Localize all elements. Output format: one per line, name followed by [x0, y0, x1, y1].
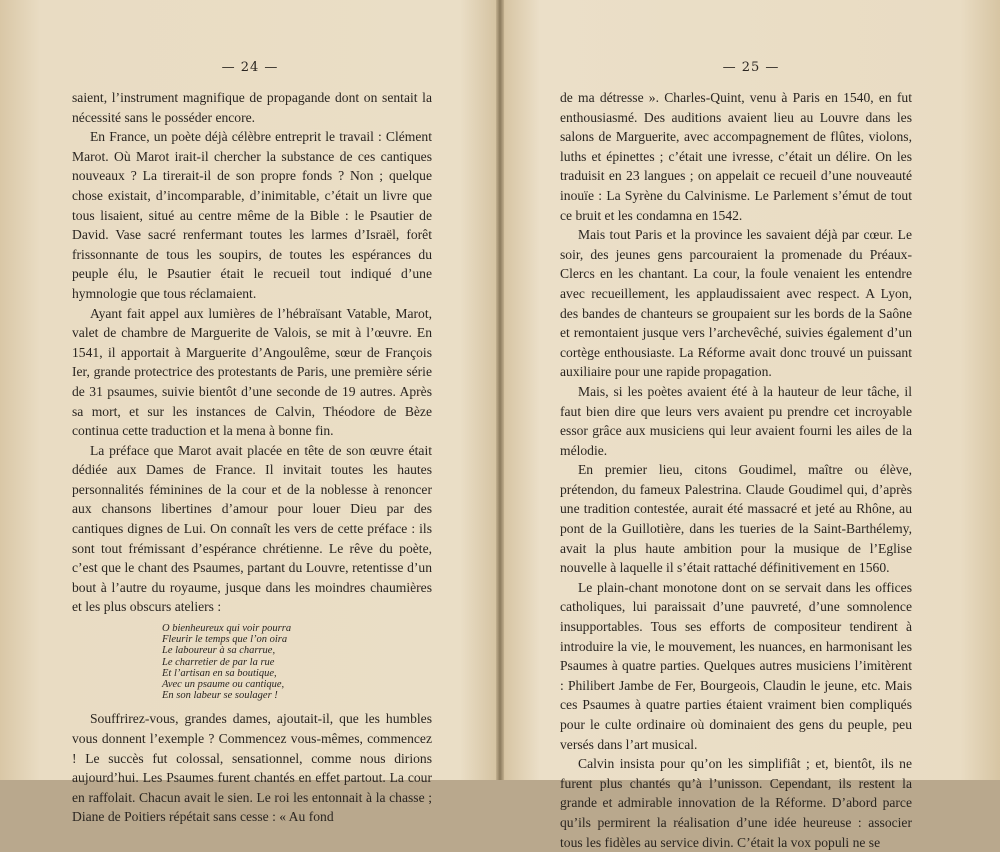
paragraph: En premier lieu, citons Goudimel, maître ou élève, prétendon, du fameux Palestrina. Claude Goudimel qui, d’après une tradition contestée, aurait été massacré et jeté au Rhône, au pont de la Guillotière, dans les tueries de la Saint-Barthélemy, avait la plus haute ambition pour la musique de l’Eglise nouvelle à laquelle il s’était rattaché définitivement en 1560.: [560, 462, 912, 576]
right-page-text: [560, 88, 912, 852]
verse-line: Fleurir le temps que l’on oira: [162, 634, 288, 646]
paragraph: saient, l’instrument magnifique de propagande dont on sentait la nécessité sans le posséder encore.: [72, 90, 432, 125]
page-number: — 25 —: [722, 60, 780, 75]
paragraph: Mais tout Paris et la province les savaient déjà par cœur. Le soir, des jeunes gens parcouraient la promenade du Préaux-Clercs en les chantant. La cour, la foule venaient les entendre avec recueillement, les applaudissaient avec respect. A Lyon, des bandes de chanteurs se groupaient sur les bords de la Saône et remontaient jusque vers l’archevêché, suivies également d’un cortège enthousiaste. La Réforme avait donc trouvé un puissant auxiliaire pour une rapide propagation.: [560, 227, 912, 380]
verse-quote: [162, 623, 432, 701]
verse-line: Avec un psaume ou cantique,: [162, 679, 285, 691]
right-page: [502, 0, 1000, 850]
paragraph: Mais, si les poètes avaient été à la hauteur de leur tâche, il faut bien dire que leurs vers avaient pu prendre cet incroyable essor grâce aux musiciens qui leur avaient fourni les ailes de la mélodie.: [560, 383, 912, 458]
paragraph: Calvin insista pour qu’on les simplifiât ; et, bientôt, ils ne furent plus chantés qu’à l’unisson. Cependant, ils restent la grande et admirable innovation de la Réforme. D’abord parce qu’ils permirent la réalisation d’une idée heureuse : associer tous les fidèles au service divin. C’était la vox populi ne se: [560, 756, 912, 850]
paragraph: Souffrirez-vous, grandes dames, ajoutait-il, que les humbles vous donnent l’exemple ? Commencez vous-mêmes, commencez ! Le succès fut colossal, sensationnel, comme nous dirions aujourd’hui. Les Psaumes furent chantés en effet partout. La cour en raffolait. Chacun avait le sien. Le roi les entonnait à la chasse ; Diane de Poitiers répétait sans cesse : « Au fond: [72, 711, 432, 825]
left-page-text: [72, 88, 432, 827]
verse-line: Le charretier de par la rue: [162, 656, 275, 668]
paragraph: En France, un poète déjà célèbre entreprit le travail : Clément Marot. Où Marot irait-il chercher la substance de ces cantiques nouveaux ? La tirerait-il de son propre fonds ? Non ; quelque chose existait, d’incomparable, d’inimitable, c’était un livre que tous lisaient, situé au centre même de la Bible : le Psautier de David. Vase sacré renfermant toutes les larmes d’Israël, forêt frissonnante de tous les soupirs, de toutes les espérances du peuple élu, le Psautier était le recueil tout indiqué d’une hymnologie que tous réclamaient.: [72, 129, 432, 301]
verse-line: Le laboureur à sa charrue,: [162, 645, 276, 657]
verse-line: Et l’artisan en sa boutique,: [162, 667, 277, 679]
verse-line: O bienheureux qui voir pourra: [162, 623, 292, 635]
paragraph: Le plain-chant monotone dont on se servait dans les offices catholiques, lui paraissait d’une pauvreté, d’une somnolence insupportables. Tous ses efforts de compositeur tendirent à introduire la vie, le mouvement, les nuances, en harmonisant les Psaumes à quatre parties. Quelques autres musiciens l’imitèrent : Philibert Jambe de Fer, Bourgeois, Claudin le jeune, etc. Mais ces Psaumes à quatre parties étaient vraiment bien compliqués pour le culte ordinaire où dominaient des gens du peuple, peu versés dans l’art musical.: [560, 579, 912, 752]
paragraph: La préface que Marot avait placée en tête de son œuvre était dédiée aux Dames de France. Il invitait toutes les hautes personnalités féminines de la cour et de la noblesse à renoncer aux chansons libertines d’amour pour louer Dieu par des cantiques dignes de Lui. On connaît les vers de cette préface : ils sont tout frémissant d’espérance chrétienne. Le rêve du poète, c’est que le chant des Psaumes, partant du Louvre, retentisse d’un bout à l’autre du royaume, jusque dans les moindres chaumières et les plus obscurs ateliers :: [72, 442, 432, 615]
left-page: [0, 0, 500, 825]
page-number: — 24 —: [221, 60, 279, 75]
paragraph: de ma détresse ». Charles-Quint, venu à Paris en 1540, en fut enthousiasmé. Des auditions avaient lieu au Louvre dans les salons de Marguerite, avec accompagnement de flûtes, violons, luths et épinettes ; c’était une ivresse, c’était un délire. On les traduisit en 23 langues ; on appelait ce recueil d’une nouveauté inouïe : La Syrène du Calvinisme. Le Parlement s’émut de tout ce bruit et les condamna en 1542.: [560, 90, 912, 223]
paragraph: Ayant fait appel aux lumières de l’hébraïsant Vatable, Marot, valet de chambre de Marguerite de Valois, se mit à l’œuvre. En 1541, il apportait à Marguerite d’Angoulême, sœur de François Ier, grande protectrice des protestants de Paris, une première série de 31 psaumes, suivie bientôt d’une seconde de 19 autres. Après sa mort, et sur les instances de Calvin, Théodore de Bèze continua cette traduction et la mena à bonne fin.: [72, 305, 432, 439]
verse-line: En son labeur se soulager !: [162, 690, 278, 702]
